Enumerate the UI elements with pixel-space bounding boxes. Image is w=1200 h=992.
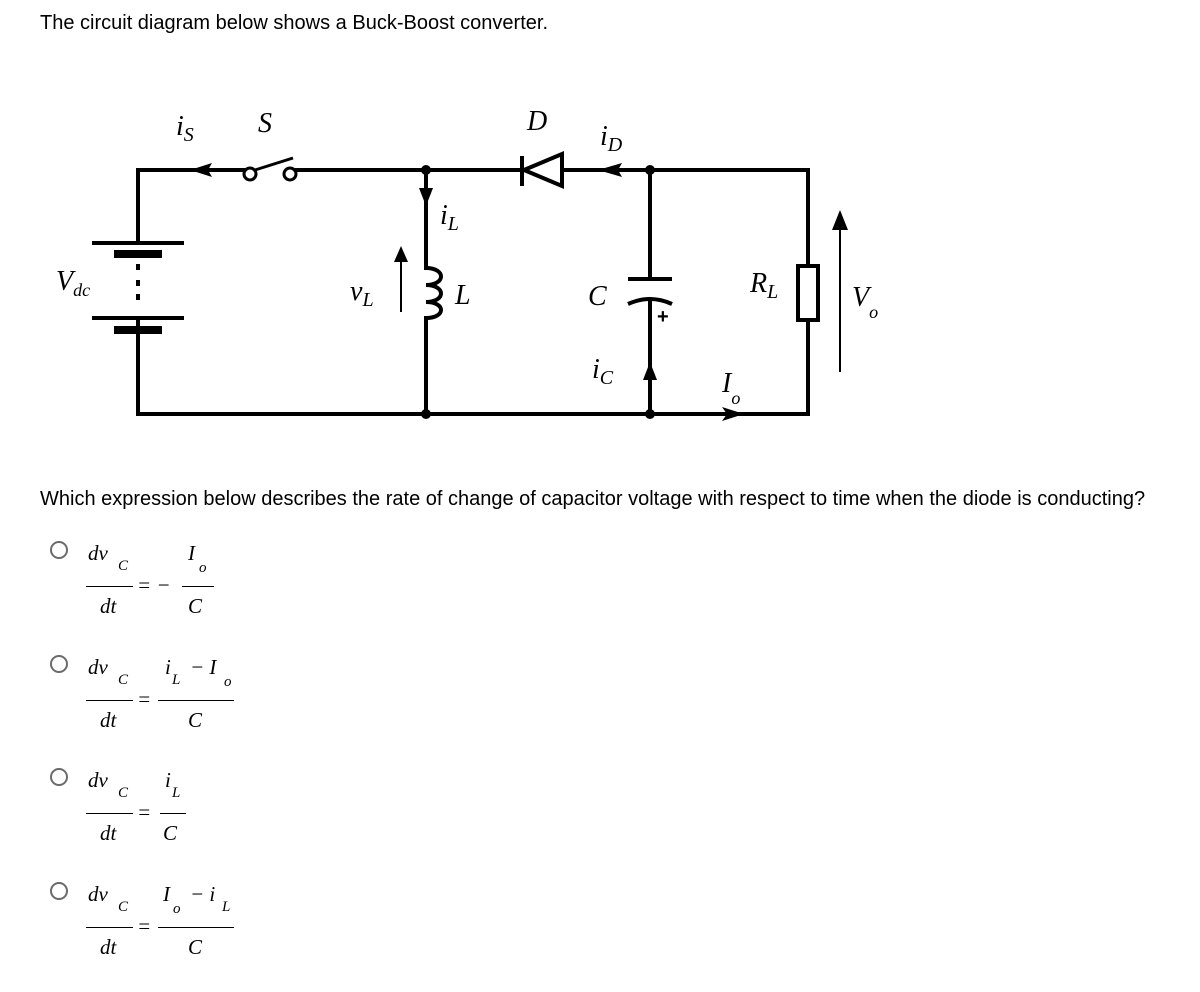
rhs-denominator: C [188,594,203,618]
switch-current-label: $i_S$ [176,111,194,146]
resistor-label: $R_L$ [750,268,779,303]
rhs-numerator: i [165,768,171,792]
lhs-denominator: dt [100,935,117,959]
diode-current-label: $i_D$ [600,121,623,156]
radio-button[interactable] [50,655,68,673]
capacitor-current-label: $i_C$ [592,354,614,389]
inductor-current-arrow [419,188,433,206]
lhs-fraction-bar [86,927,133,928]
switch-label: S [258,108,272,139]
lhs-numerator: dv [88,768,108,792]
buck-boost-circuit-diagram [0,0,1200,470]
rhs-numerator-b-sub: o [224,674,232,690]
capacitor-symbol [628,279,672,304]
diode-label: D [527,106,548,137]
lhs-numerator-sub: C [118,672,129,688]
inductor-coil [426,268,441,318]
rhs-fraction-bar [160,813,186,814]
output-voltage-label: $V_o$ [852,282,879,322]
lhs-denominator: dt [100,821,117,845]
inductor-voltage-label: $v_L$ [350,276,374,311]
rhs-numerator-a-sub: L [172,672,181,688]
output-current-label: $I_o$ [722,368,741,408]
equals-sign: = [137,800,152,824]
lhs-fraction-bar [86,813,133,814]
lhs-denominator: dt [100,594,117,618]
source-label: $V_{dc}$ [56,266,91,300]
radio-button[interactable] [50,768,68,786]
rhs-fraction-bar [158,927,234,928]
junction-dot [645,409,655,419]
rhs-denominator: C [188,935,203,959]
inductor-current-label: $i_L$ [440,200,459,235]
rhs-denominator: C [163,821,178,845]
radio-button[interactable] [50,541,68,559]
capacitor-current-arrow [643,362,657,380]
answer-option-1[interactable] [0,541,300,651]
lhs-fraction-bar [86,700,133,701]
rhs-numerator-sub: L [172,785,181,801]
rhs-denominator: C [188,708,203,732]
answer-option-3[interactable] [0,768,300,878]
battery-symbol [92,243,184,330]
lhs-numerator-sub: C [118,785,129,801]
capacitor-label: C [588,281,607,312]
lhs-numerator: dv [88,882,108,906]
lhs-numerator: dv [88,541,108,565]
equals-sign: = [137,687,152,711]
capacitor-polarity-label: + [657,306,669,328]
lhs-numerator-sub: C [118,899,129,915]
output-voltage-arrow [832,210,848,372]
rhs-numerator-b-sub: L [222,899,231,915]
intro-text: The circuit diagram below shows a Buck-Boost converter. [40,12,548,34]
equals-sign: = − [137,573,171,597]
switch-symbol [244,158,296,180]
rhs-numerator-op: − I [190,655,217,679]
lhs-numerator: dv [88,655,108,679]
diode-symbol [522,154,562,186]
rhs-numerator-a-sub: o [173,901,181,917]
inductor-voltage-arrow [394,246,408,312]
equals-sign: = [137,914,152,938]
answer-option-2[interactable] [0,655,300,765]
rhs-fraction-bar [158,700,234,701]
rhs-numerator: I [188,541,195,565]
junction-dot [421,409,431,419]
resistor-symbol [798,266,818,320]
rhs-numerator-sub: o [199,560,207,576]
question-text: Which expression below describes the rate of change of capacitor voltage with respect to time when the diode is conducting? [40,488,1146,510]
junction-dot [421,165,431,175]
rhs-numerator-a: i [165,655,171,679]
inductor-label: L [455,280,471,311]
rhs-fraction-bar [182,586,214,587]
lhs-numerator-sub: C [118,558,129,574]
rhs-numerator-a: I [163,882,170,906]
junction-dot [645,165,655,175]
lhs-denominator: dt [100,708,117,732]
rhs-numerator-op: − i [190,882,216,906]
lhs-fraction-bar [86,586,133,587]
radio-button[interactable] [50,882,68,900]
